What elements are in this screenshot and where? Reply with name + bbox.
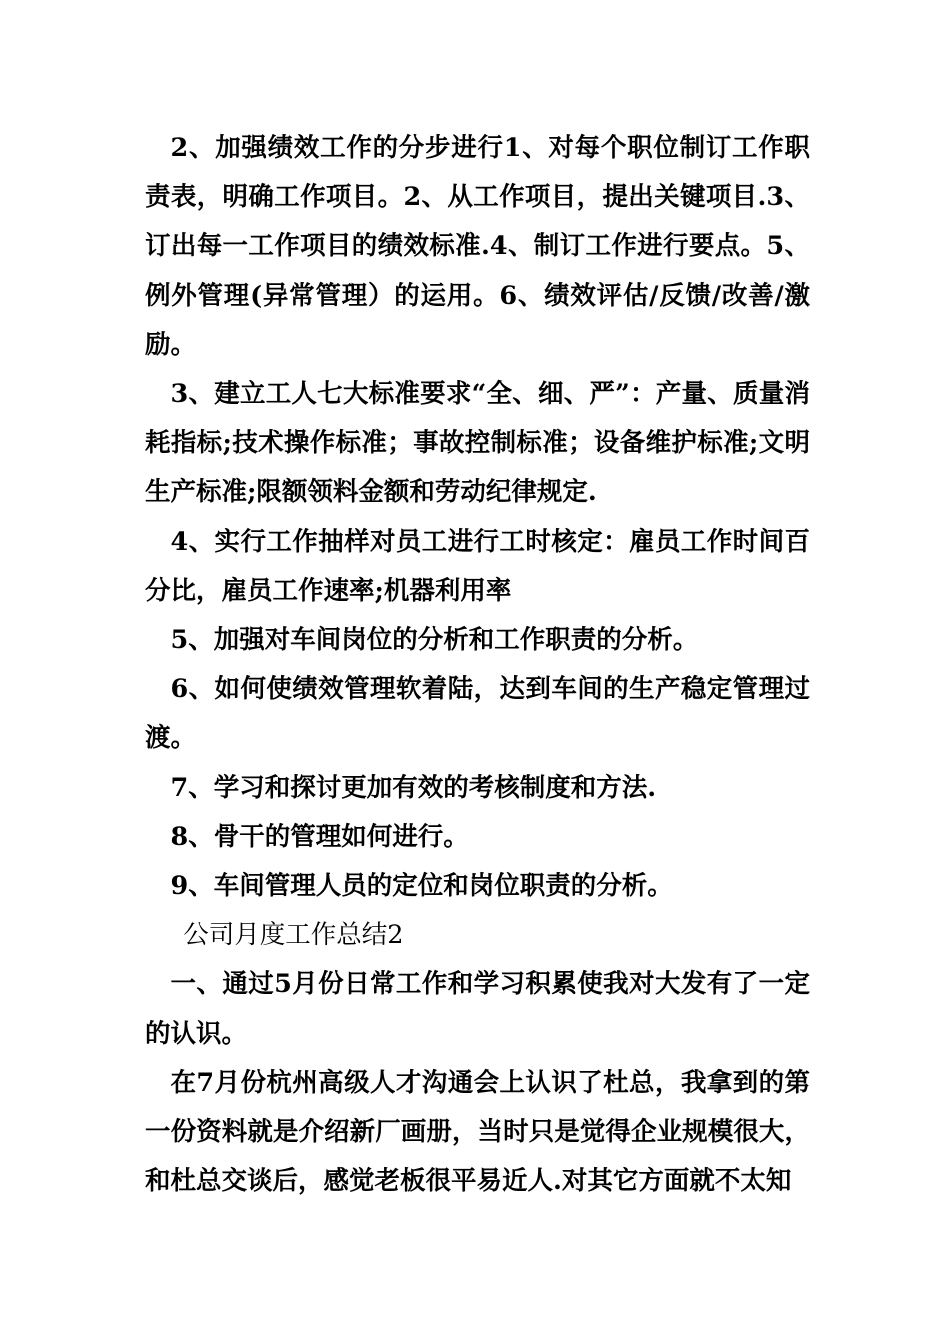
paragraph-6: 6、如何使绩效管理软着陆，达到车间的生产稳定管理过渡。 <box>145 674 810 754</box>
paragraph-3: 3、建立工人七大标准要求“全、细、严”：产量、质量消耗指标;技术操作标准；事故控制标准；设备维护标准;文明生产标准;限额领料金额和劳动纪律规定. <box>145 379 810 508</box>
section-title: 公司月度工作总结2 <box>183 920 404 951</box>
paragraph-7: 7、学习和探讨更加有效的考核制度和方法. <box>170 772 657 803</box>
paragraph-4: 4、实行工作抽样对员工进行工时核定：雇员工作时间百分比，雇员工作速率;机器利用率 <box>145 526 810 606</box>
paragraph-8: 8、骨干的管理如何进行。 <box>170 821 469 852</box>
paragraph-section2-2: 在7月份杭州高级人才沟通会上认识了杜总，我拿到的第一份资料就是介绍新厂画册，当时只是觉得企业规模很大，和杜总交谈后，感觉老板很平易近人.对其它方面就不太知 <box>145 1067 810 1197</box>
paragraph-5: 5、加强对车间岗位的分析和工作职责的分析。 <box>170 625 699 656</box>
document-body <box>145 124 810 1206</box>
paragraph-9: 9、车间管理人员的定位和岗位职责的分析。 <box>170 871 673 902</box>
paragraph-section2-1: 一、通过5月份日常工作和学习积累使我对大发有了一定的认识。 <box>145 969 810 1049</box>
paragraph-2: 2、加强绩效工作的分步进行1、对每个职位制订工作职责表，明确工作项目。2、从工作项目，提出关键项目.3、订出每一工作项目的绩效标准.4、制订工作进行要点。5、例外管理(异常管理）的运用。6、绩效评估/反馈/改善/激励。 <box>145 133 810 360</box>
